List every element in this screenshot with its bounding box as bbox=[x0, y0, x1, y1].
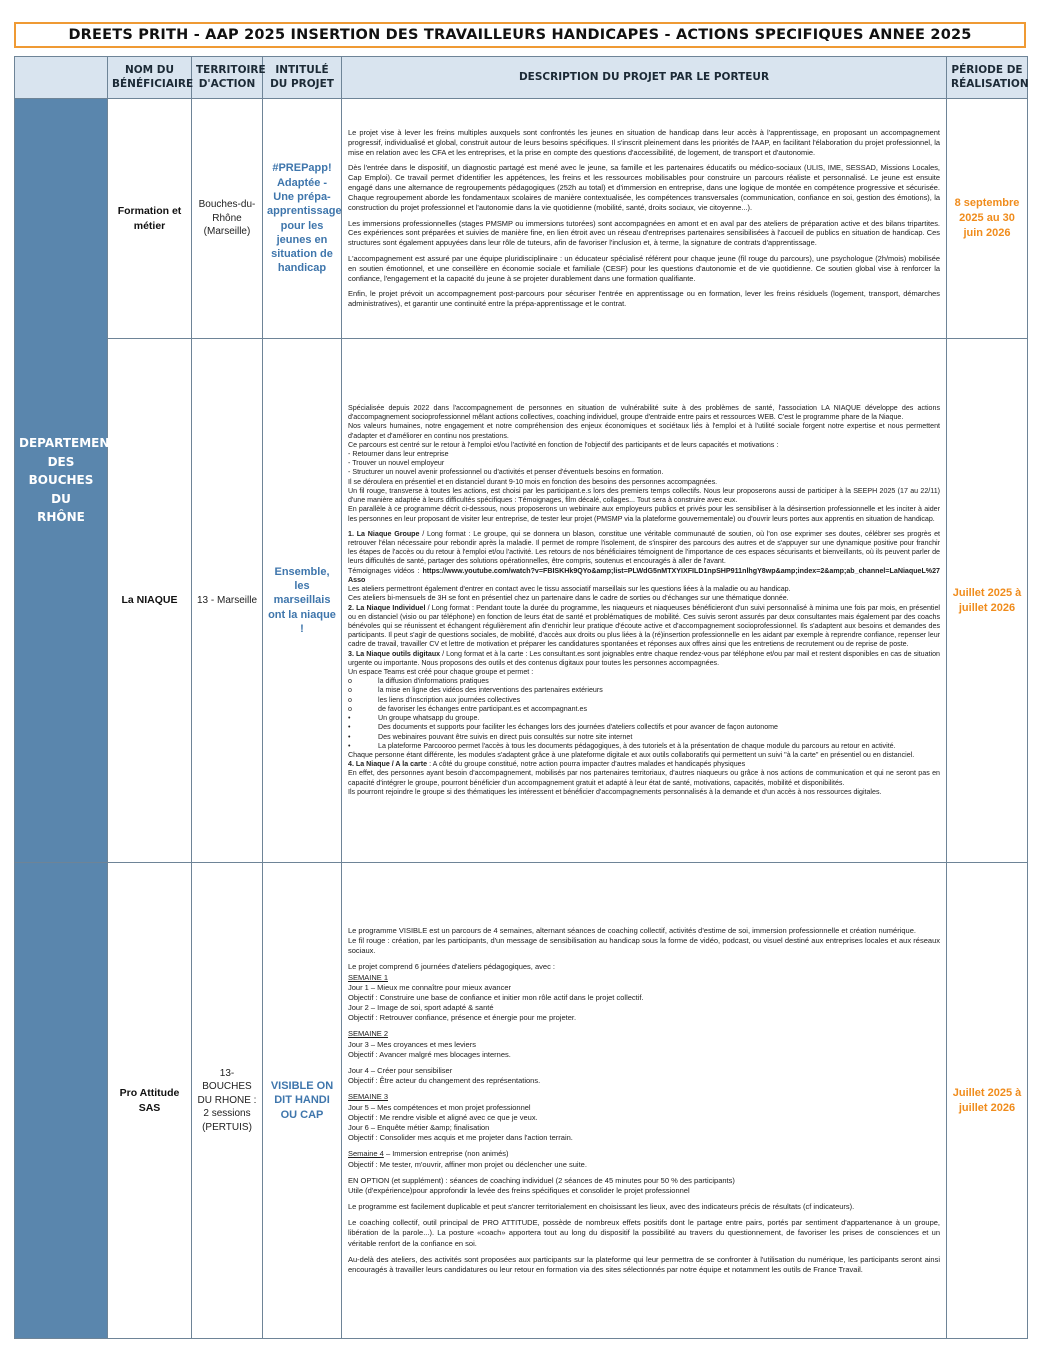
description-paragraph: Au-delà des ateliers, des activités sont proposées aux participants sur la plateforme qui leur permettra de se confronter à l'utilisation du numérique, les participants seront ainsi encouragés à travailler leurs candidatures ou leur retour en formation via des sites sélectionnés par notre équipe et notamment les outils de France Travail. bbox=[348, 1254, 940, 1275]
description-paragraph: Jour 5 – Mes compétences et mon projet professionnel Objectif : Me rendre visible et aligné avec ce que je veux. Jour 6 – Enquête métier &amp; finalisation Objectif : Consolider mes acquis et me projeter dans l'action terrain. bbox=[348, 1102, 573, 1143]
intitule-cell: VISIBLE ON DIT HANDI OU CAP bbox=[263, 863, 342, 1339]
list-item-text: la mise en ligne des vidéos des interventions des partenaires extérieurs bbox=[378, 686, 603, 695]
section-title: 1. La Niaque Groupe bbox=[348, 529, 420, 538]
intitule-cell: Ensemble, les marseillais ont la niaque ! bbox=[263, 339, 342, 863]
description-paragraph: Le programme VISIBLE est un parcours de 4 semaines, alternant séances de coaching collectif, activités d'estime de soi, immersion professionnelle et création numérique. Le fil rouge : création, par les participants, d'un message de sensibilisation au handicap sous la forme de vidéo, podcast, ou visuel destiné aux entreprises locales et aux réseaux sociaux. bbox=[348, 925, 940, 956]
description-paragraph bbox=[348, 1149, 940, 1169]
periode-cell: 8 septembre 2025 au 30 juin 2026 bbox=[947, 99, 1028, 339]
description-paragraph: Les ateliers permettront également d'entrer en contact avec le tissu associatif marseillais sur les questions liées à la maladie ou au handicap. Ces ateliers bi-mensuels de 3H se font en présentiel chez un partenaire dans le cadre de sorties ou d'échanges sur une thématique donnée. bbox=[348, 585, 791, 603]
department-line: RHÔNE bbox=[37, 510, 85, 525]
beneficiaire-cell: La NIAQUE bbox=[108, 339, 192, 863]
territoire-cell: 13- BOUCHES DU RHONE : 2 sessions (PERTUIS) bbox=[192, 863, 263, 1339]
description-paragraph: EN OPTION (et supplément) : séances de coaching individuel (2 séances de 45 minutes pour 50 % des participants) Utile (d'expérience)pour approfondir la levée des freins spécifiques et consolider le projet professionnel bbox=[348, 1175, 735, 1195]
list-item-text: La plateforme Parcooroo permet l'accès à tous les documents pédagogiques, à des tutoriels et à la présentation de chaque module du parcours au retour en activité. bbox=[378, 741, 896, 750]
header-territoire: TERRITOIRE D'ACTION bbox=[192, 57, 263, 99]
intitule-cell: #PREPapp! Adaptée - Une prépa-apprentissage pour les jeunes en situation de handicap bbox=[263, 99, 342, 339]
header-beneficiaire: NOM DU BÉNÉFICIAIRE bbox=[108, 57, 192, 99]
week-title: SEMAINE 3 bbox=[348, 1092, 389, 1102]
description-paragraph: L'accompagnement est assuré par une équipe pluridisciplinaire : un éducateur spécialisé référent pour chaque jeune (fil rouge du parcours), une psychologue (2h/mois) mobilisée en soutien émotionnel, et une conseillère en économie sociale et familiale (CESF) pour les questions d'autonomie et de vie quotidienne. Ce soutien global vise à renforcer la confiance, l'engagement et la capacité du jeune à se projeter durablement dans une formation qualifiante. bbox=[348, 253, 940, 283]
list-item-text: Un groupe whatsapp du groupe. bbox=[378, 714, 480, 723]
description-paragraph: Enfin, le projet prévoit un accompagnement post-parcours pour sécuriser l'entrée en apprentissage ou en formation, lever les freins résiduels (logement, transport, démarches administratives), et garantir une continuité entre la prépa-apprentissage et le contrat. bbox=[348, 289, 940, 309]
description-paragraph: Spécialisée depuis 2022 dans l'accompagnement de personnes en situation de vulnérabilité suite à des problèmes de santé, l'association LA NIAQUE développe des actions d'accompagnement socioprofessionnel mêlant actions collectives, coaching individuel, groupe d'entraide entre pairs et ressources WEB. C'est le programme phare de la Niaque. Nos valeurs humaines, notre engagement et notre compréhension des enjeux économiques et sociétaux liés à l'emploi et à l'utilité sociale forgent notre expertise et nous permettent d'adapter et d'améliorer en continu nos prestations. Ce parcours est centré sur le retour à l'emploi et/ou l'activité en fonction de l'objectif des participants et de leurs capacités et motivations : - Retourner dans leur entreprise - Trouver un nouvel employeur - Structurer un nouvel avenir professionnel ou d'activités et penser d'éventuels besoins en formation. Il se déroulera en présentiel et en distanciel durant 9-10 mois en fonction des besoins des personnes accompagnées. Un fil rouge, transverse à toutes les actions, est choisi par les participant.e.s lors des premiers temps collectifs. Nous leur proposerons aussi de participer à la SEEPH 2025 (17 au 22/11) d'une manière adaptée à leurs difficultés spécifiques : Témoignages, film décalé, collages... Tout sera à construire avec eux. En parallèle à ce programme décrit ci-dessous, nous proposerons un webinaire aux employeurs publics et privés pour les sensibiliser à la désinsertion professionnelle et les inciter à aider les personnes en leur proposant de visiter leur entreprise, de tester leur projet (PMSMP via la plateforme gouvernementale) ou d'ouvrir leurs portes aux apprentis en situation de handicap. bbox=[348, 403, 940, 523]
list-item: o de favoriser les échanges entre participant.es et accompagnant.es bbox=[348, 704, 587, 713]
week-text: – Immersion entreprise (non animés) Objectif : Me tester, m'ouvrir, affiner mon projet ou déclencher une suite. bbox=[348, 1149, 587, 1169]
section-text: : A côté du groupe constitué, notre action pourra impacter d'autres malades et handicapés physiques En effet, des personnes ayant besoin d'accompagnement, mobilisés par nos partenaires territoriaux, d'autres niaqueurs ou grâce à nos actions de communication et qui ne seront pas en capacité d'intégrer le groupe, pourront bénéficier d'un accompagnement gratuit et adapté à leur état de santé, motivations, capacités, mobilité et disponibilités. Ils pourront rejoindre le groupe si des thématiques les intéressent et bénéficier d'accompagnements personnalisés à la demande et d'un accès à nos ressources digitales. bbox=[348, 760, 940, 796]
teams-list bbox=[348, 677, 940, 751]
section-title: 3. La Niaque outils digitaux bbox=[348, 649, 441, 658]
department-cell-continued bbox=[15, 863, 108, 1339]
projects-table bbox=[14, 56, 1028, 1339]
list-item-text: la diffusion d'informations pratiques bbox=[378, 677, 489, 686]
list-item: o les liens d'inscription aux journées collectives bbox=[348, 695, 521, 704]
section-title: 2. La Niaque Individuel bbox=[348, 603, 426, 612]
description-paragraph: Jour 4 – Créer pour sensibiliser Objectif : Être acteur du changement des représentations. bbox=[348, 1066, 541, 1086]
list-item-text: Des webinaires pouvant être suivis en direct puis consultés sur notre site internet bbox=[378, 732, 633, 741]
description-paragraph: Le coaching collectif, outil principal de PRO ATTITUDE, possède de nombreux effets positifs dont le partage entre pairs, portés par sentiment d'appartenance à un groupe, libération de la parole...). La posture «coach» apportera tout au long du dispositif la possibilité au travers du questionnement, de favoriser les prises de consciences et un véritable renfort de la confiance en soi. bbox=[348, 1218, 940, 1248]
territoire-cell: 13 - Marseille bbox=[192, 339, 263, 863]
department-line: DEPARTEMENT bbox=[19, 436, 118, 451]
department-line: BOUCHES DU bbox=[28, 473, 94, 506]
list-item: • La plateforme Parcooroo permet l'accès à tous les documents pédagogiques, à des tutoriels et à la présentation de chaque module du parcours au retour en activité. bbox=[348, 741, 896, 750]
description-paragraph bbox=[348, 530, 940, 567]
description-paragraph: Chaque personne étant différente, les modules s'adaptent grâce à une plateforme digitale et aux outils collaboratifs qui permettent un suivi "à la carte" en présentiel ou en distanciel. bbox=[348, 751, 915, 759]
periode-cell: Juillet 2025 à juillet 2026 bbox=[947, 863, 1028, 1339]
week-title: SEMAINE 2 bbox=[348, 1029, 389, 1039]
table-row bbox=[15, 99, 1028, 339]
description-paragraph bbox=[348, 650, 940, 678]
table-row bbox=[15, 339, 1028, 863]
header-blank-cell bbox=[15, 57, 108, 99]
list-item: • Des webinaires pouvant être suivis en direct puis consultés sur notre site internet bbox=[348, 732, 633, 741]
description-cell bbox=[342, 339, 947, 863]
list-item: o la mise en ligne des vidéos des interventions des partenaires extérieurs bbox=[348, 686, 603, 695]
description-paragraph: Le projet vise à lever les freins multiples auxquels sont confrontés les jeunes en situation de handicap dans leur accès à l'apprentissage, en proposant un accompagnement progressif, individualisé et global, construit autour de leurs besoins spécifiques. Il s'inscrit pleinement dans les priorités de l'AAP, en facilitant l'élaboration du projet professionnel, la mise en relation avec les CFA et les entreprises, et la prise en compte des questions d'accessibilité, de logement, de transport et d'autonomie. bbox=[348, 127, 940, 157]
temoignages-label: Témoignages vidéos : bbox=[348, 566, 423, 575]
table-row bbox=[15, 863, 1028, 1339]
department-line: DES bbox=[47, 454, 75, 469]
beneficiaire-cell: Pro Attitude SAS bbox=[108, 863, 192, 1339]
list-item-text: les liens d'inscription aux journées collectives bbox=[378, 695, 521, 704]
description-paragraph: Jour 1 – Mieux me connaître pour mieux avancer Objectif : Construire une base de confiance et initier mon rôle actif dans le projet collectif. Jour 2 – Image de soi, sport adapté & santé Objectif : Retrouver confiance, présence et énergie pour me projeter. bbox=[348, 982, 644, 1023]
list-item-text: de favoriser les échanges entre participant.es et accompagnant.es bbox=[378, 704, 587, 713]
beneficiaire-cell: Formation et métier bbox=[108, 99, 192, 339]
temoignages-link[interactable]: https://www.youtube.com/watch?v=FBISKHk9QYo&amp;list=PLWdG5nMTXYIXFILD1npSHP911nlhgY8wp&amp;index=2&amp;ab_channel=LaNiaqueL%27Asso bbox=[348, 566, 940, 584]
list-item: o la diffusion d'informations pratiques bbox=[348, 677, 489, 686]
list-item: • Des documents et supports pour faciliter les échanges lors des journées d'ateliers collectifs et pour avancer de façon autonome bbox=[348, 723, 779, 732]
description-paragraph bbox=[348, 604, 940, 650]
description-paragraph: Les immersions professionnelles (stages PMSMP ou immersions tutorées) sont accompagnées en amont et en aval par des ateliers de préparation active et des bilans tripartites. Ces expériences sont préparées et suivies de manière fine, en lien étroit avec un réseau d'entreprises partenaires sensibilisées à l'accueil de publics en situation de handicap. Ces structures sont également appuyées dans leur rôle de tuteurs, afin de favoriser l'inclusion et, à terme, la signature de contrats d'apprentissage. bbox=[348, 218, 940, 248]
section-title: 4. La Niaque / A la carte bbox=[348, 760, 428, 769]
header-description: DESCRIPTION DU PROJET PAR LE PORTEUR bbox=[342, 57, 947, 99]
description-paragraph: Le programme est facilement duplicable et peut s'ancrer territorialement en choisissant les lieux, avec des indicateurs précis de résultats (cf indicateurs). bbox=[348, 1202, 855, 1212]
section-text: / Long format et à la carte : Les consultant.es sont joignables entre chaque rendez-vous par téléphone et/ou par mail et restent disponibles en cas de situation urgente ou importante. Nous proposons des outils et des contenus digitaux pour toutes les personnes accompagnées. Un espace Teams est créé pour chaque groupe et permet : bbox=[348, 649, 940, 677]
description-cell bbox=[342, 863, 947, 1339]
description-paragraph: Jour 3 – Mes croyances et mes leviers Objectif : Avancer malgré mes blocages internes. bbox=[348, 1039, 511, 1059]
territoire-cell: Bouches-du-Rhône (Marseille) bbox=[192, 99, 263, 339]
description-cell bbox=[342, 99, 947, 339]
week-title: SEMAINE 1 bbox=[348, 972, 389, 982]
list-item-text: Des documents et supports pour faciliter les échanges lors des journées d'ateliers collectifs et pour avancer de façon autonome bbox=[378, 723, 779, 732]
periode-cell: Juillet 2025 à juillet 2026 bbox=[947, 339, 1028, 863]
page-title: DREETS PRITH - AAP 2025 INSERTION DES TRAVAILLEURS HANDICAPES - ACTIONS SPECIFIQUES ANNEE 2025 bbox=[14, 22, 1026, 48]
description-paragraph: Dès l'entrée dans le dispositif, un diagnostic partagé est mené avec le jeune, sa famille et les partenaires éducatifs ou médico-sociaux (ULIS, IME, SESSAD, Missions Locales, Cap Emploi). Ce travail permet d'identifier les appétences, les freins et les ressources mobilisables pour construire un parcours réaliste et personnalisé. Le jeune est ensuite engagé dans une alternance de regroupements pédagogiques (252h au total) et d'immersion en entreprise, dans une logique de montée en compétence progressive et sécurisée. Chaque regroupement aborde les fondamentaux scolaires de manière contextualisée, les compétences transversales (communication, confiance en soi, gestion des émotions), la construction du projet professionnel et l'autonomie dans la vie quotidienne (mobilité, santé, droits sociaux, vie citoyenne...). bbox=[348, 163, 940, 212]
section-text: / Long format : Pendant toute la durée du programme, les niaqueurs et niaqueuses bénéficieront d'un suivi personnalisé à minima une fois par mois, en présentiel ou en distanciel (visio ou par téléphone) en fonction de leurs état de santé et problématiques de mobilité. Ces suivis seront assurés par deux consultantes mais également par des coachs bénévoles qui se réunissent et échangent régulièrement afin d'enrichir leur pratique d'écoute active et d'accompagnement socioprofessionnel. Ils s'adaptent aux besoins et demandes des participants. Il peut s'agir de questions sociales, de mobilité, d'accès aux droits ou plus liées à la (ré)insertion professionnelle en les aidant par exemple à reprendre confiance, repenser leur cadre de travail, travailler CV et lettre de motivation et préparer les candidatures spontanées et réponses aux offres ainsi que les entretiens de recrutement ou de reprise de poste. bbox=[348, 603, 940, 649]
header-periode: PÉRIODE DE RÉALISATION bbox=[947, 57, 1028, 99]
header-row bbox=[15, 57, 1028, 99]
department-cell bbox=[15, 99, 118, 863]
description-paragraph bbox=[348, 760, 940, 797]
list-item: • Un groupe whatsapp du groupe. bbox=[348, 714, 480, 723]
description-paragraph bbox=[348, 567, 940, 585]
description-paragraph: Le projet comprend 6 journées d'ateliers pédagogiques, avec : bbox=[348, 962, 555, 972]
section-text: / Long format : Le groupe, qui se donnera un blason, constitue une véritable communauté de soutien, où l'on ose exprimer ses doutes, célébrer ses progrès et retrouver l'élan nécessaire pour rebondir après la maladie. Il permet de rompre l'isolement, de s'inspirer des parcours des autres et de s'appuyer sur une dynamique positive pour franchir les étapes de l'accès ou du retour à l'emploi et/ou l'activité. Les retours de nos bénéficiaires témoignent de l'importance de ces espaces sécurisants et bienveillants, où ils peuvent parler de leurs difficultés de santé, partager des solutions opérationnelles, être compris, soutenus et encouragés à aller de l'avant. bbox=[348, 529, 941, 566]
week-title: Semaine 4 bbox=[348, 1149, 384, 1159]
header-intitule: INTITULÉ DU PROJET bbox=[263, 57, 342, 99]
